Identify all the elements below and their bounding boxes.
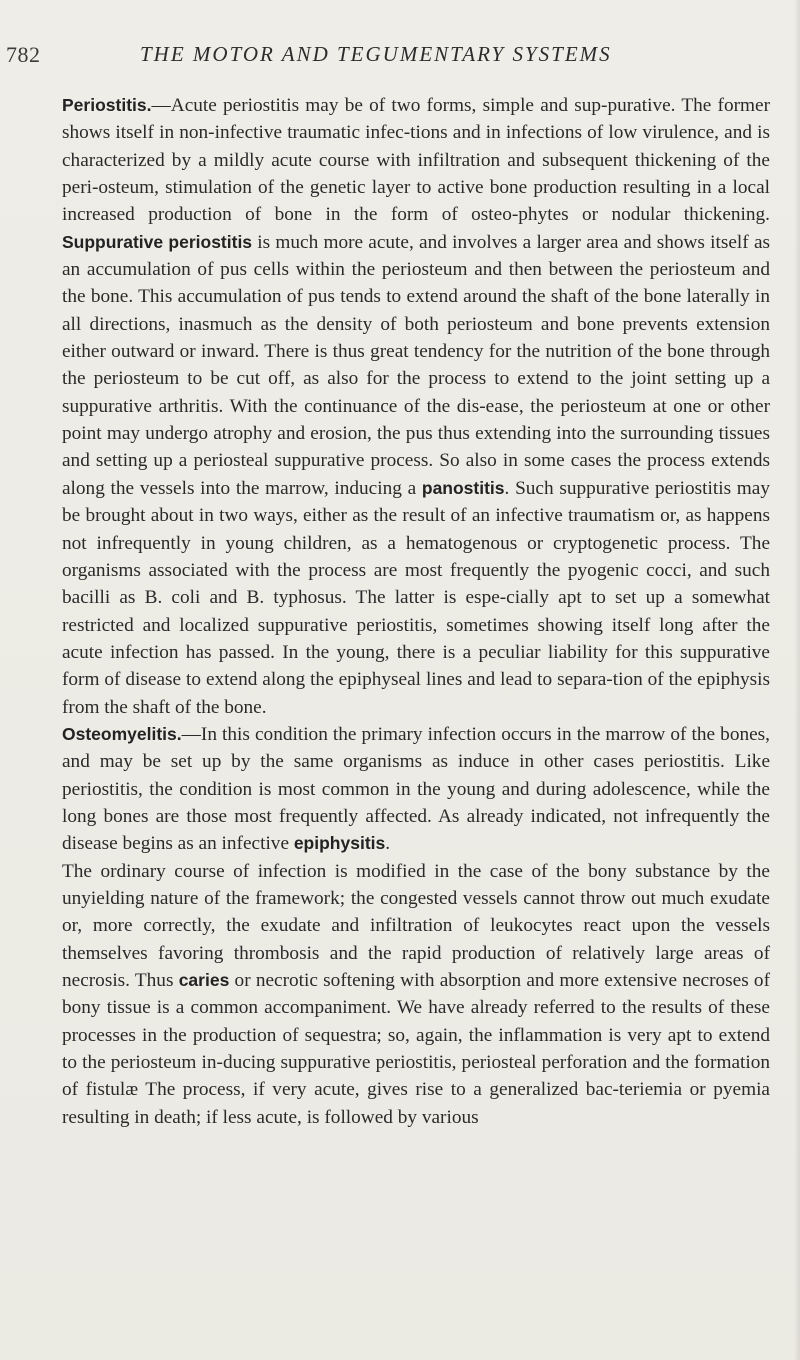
- text-segment: or necrotic softening with absorption and more extensive necroses of bony tissue is a common accompaniment. We have already referred to the results of these processes in the production of sequestra; so, again, the inflammation is very apt to extend to the periosteum in-ducing suppurative periostitis, periosteal perforation and the formation of fistulæ The process, if very acute, gives rise to a generalized bac-teriemia or pyemia resulting in death; if less acute, is followed by various: [62, 970, 770, 1128]
- text-segment: —Acute periostitis may be of two forms, simple and sup-purative. The former shows itself in non-infective traumatic infec-tions and in infections of low virulence, and is characterized by a mildly acute course with infiltration and subsequent thickening of the peri-osteum, stimulation of the genetic layer to active bone production resulting in a local increased production of bone in the form of osteo-phytes or nodular thickening.: [62, 95, 770, 226]
- term-epiphysitis: epiphysitis: [293, 833, 386, 854]
- text-segment: . Such suppurative periostitis may be brought about in two ways, either as the result of an infective traumatism or, as happens not infrequently in young children, as a hematogenous or cryptogenetic process. The organisms associated with the process are most frequently the pyogenic cocci, and such bacilli as B. coli and B. typhosus. The latter is espe-cially apt to set up a somewhat restricted and localized suppurative periostitis, sometimes showing itself long after the acute infection has passed. In the young, there is a peculiar liability for this suppurative form of disease to extend along the epiphyseal lines and lead to separa-tion of the epiphysis from the shaft of the bone.: [62, 477, 770, 718]
- scan-edge-shadow: [794, 0, 800, 1360]
- term-panostitis: panostitis: [421, 477, 505, 498]
- term-caries: caries: [178, 970, 230, 990]
- section-heading-periostitis: Periostitis.: [62, 95, 152, 115]
- text-segment: —In this condition the primary infection occurs in the marrow of the bones, and may be set up by the same organisms as induce in other cases periostitis. Like periostitis, the condition is most common in the young and during adolescence, while the long bones are those most frequently affected. As already indicated, not infrequently the disease begins as an infective: [62, 723, 770, 855]
- running-head-title: THE MOTOR AND TEGUMENTARY SYSTEMS: [140, 42, 612, 66]
- paragraph-periostitis: [62, 92, 770, 721]
- page-number: 782: [6, 42, 41, 67]
- paragraph-infection-course: [62, 858, 770, 1131]
- text-segment: is much more acute, and involves a larger area and shows itself as an accumulation of pus cells within the periosteum and then between the periosteum and the bone. This accumulation of pus tends to extend around the shaft of the bone laterally in all directions, inasmuch as the density of both periosteum and bone prevents extension either outward or inward. There is thus great tendency for the nutrition of the bone through the periosteum to be cut off, as also for the process to extend to the joint setting up a suppurative arthritis. With the continuance of the dis-ease, the periosteum at one or other point may undergo atrophy and erosion, the pus thus extending into the surrounding tissues and setting up a periosteal suppurative process. So also in some cases the process extends along the vessels into the marrow, inducing a: [62, 231, 771, 499]
- text-segment: .: [385, 833, 391, 855]
- body-text: [62, 92, 770, 1131]
- term-suppurative-periostitis: Suppurative periostitis: [62, 231, 253, 252]
- text-segment: The ordinary course of infection is modified in the case of the bony substance by the unyielding nature of the framework; the congested vessels cannot throw out much exudate or, more correctly, the exudate and infiltration of leukocytes react upon the vessels themselves favoring thrombosis and the rapid production of relatively large areas of necrosis. Thus: [62, 860, 770, 991]
- paragraph-osteomyelitis: [62, 721, 770, 858]
- section-heading-osteomyelitis: Osteomyelitis.: [62, 723, 182, 744]
